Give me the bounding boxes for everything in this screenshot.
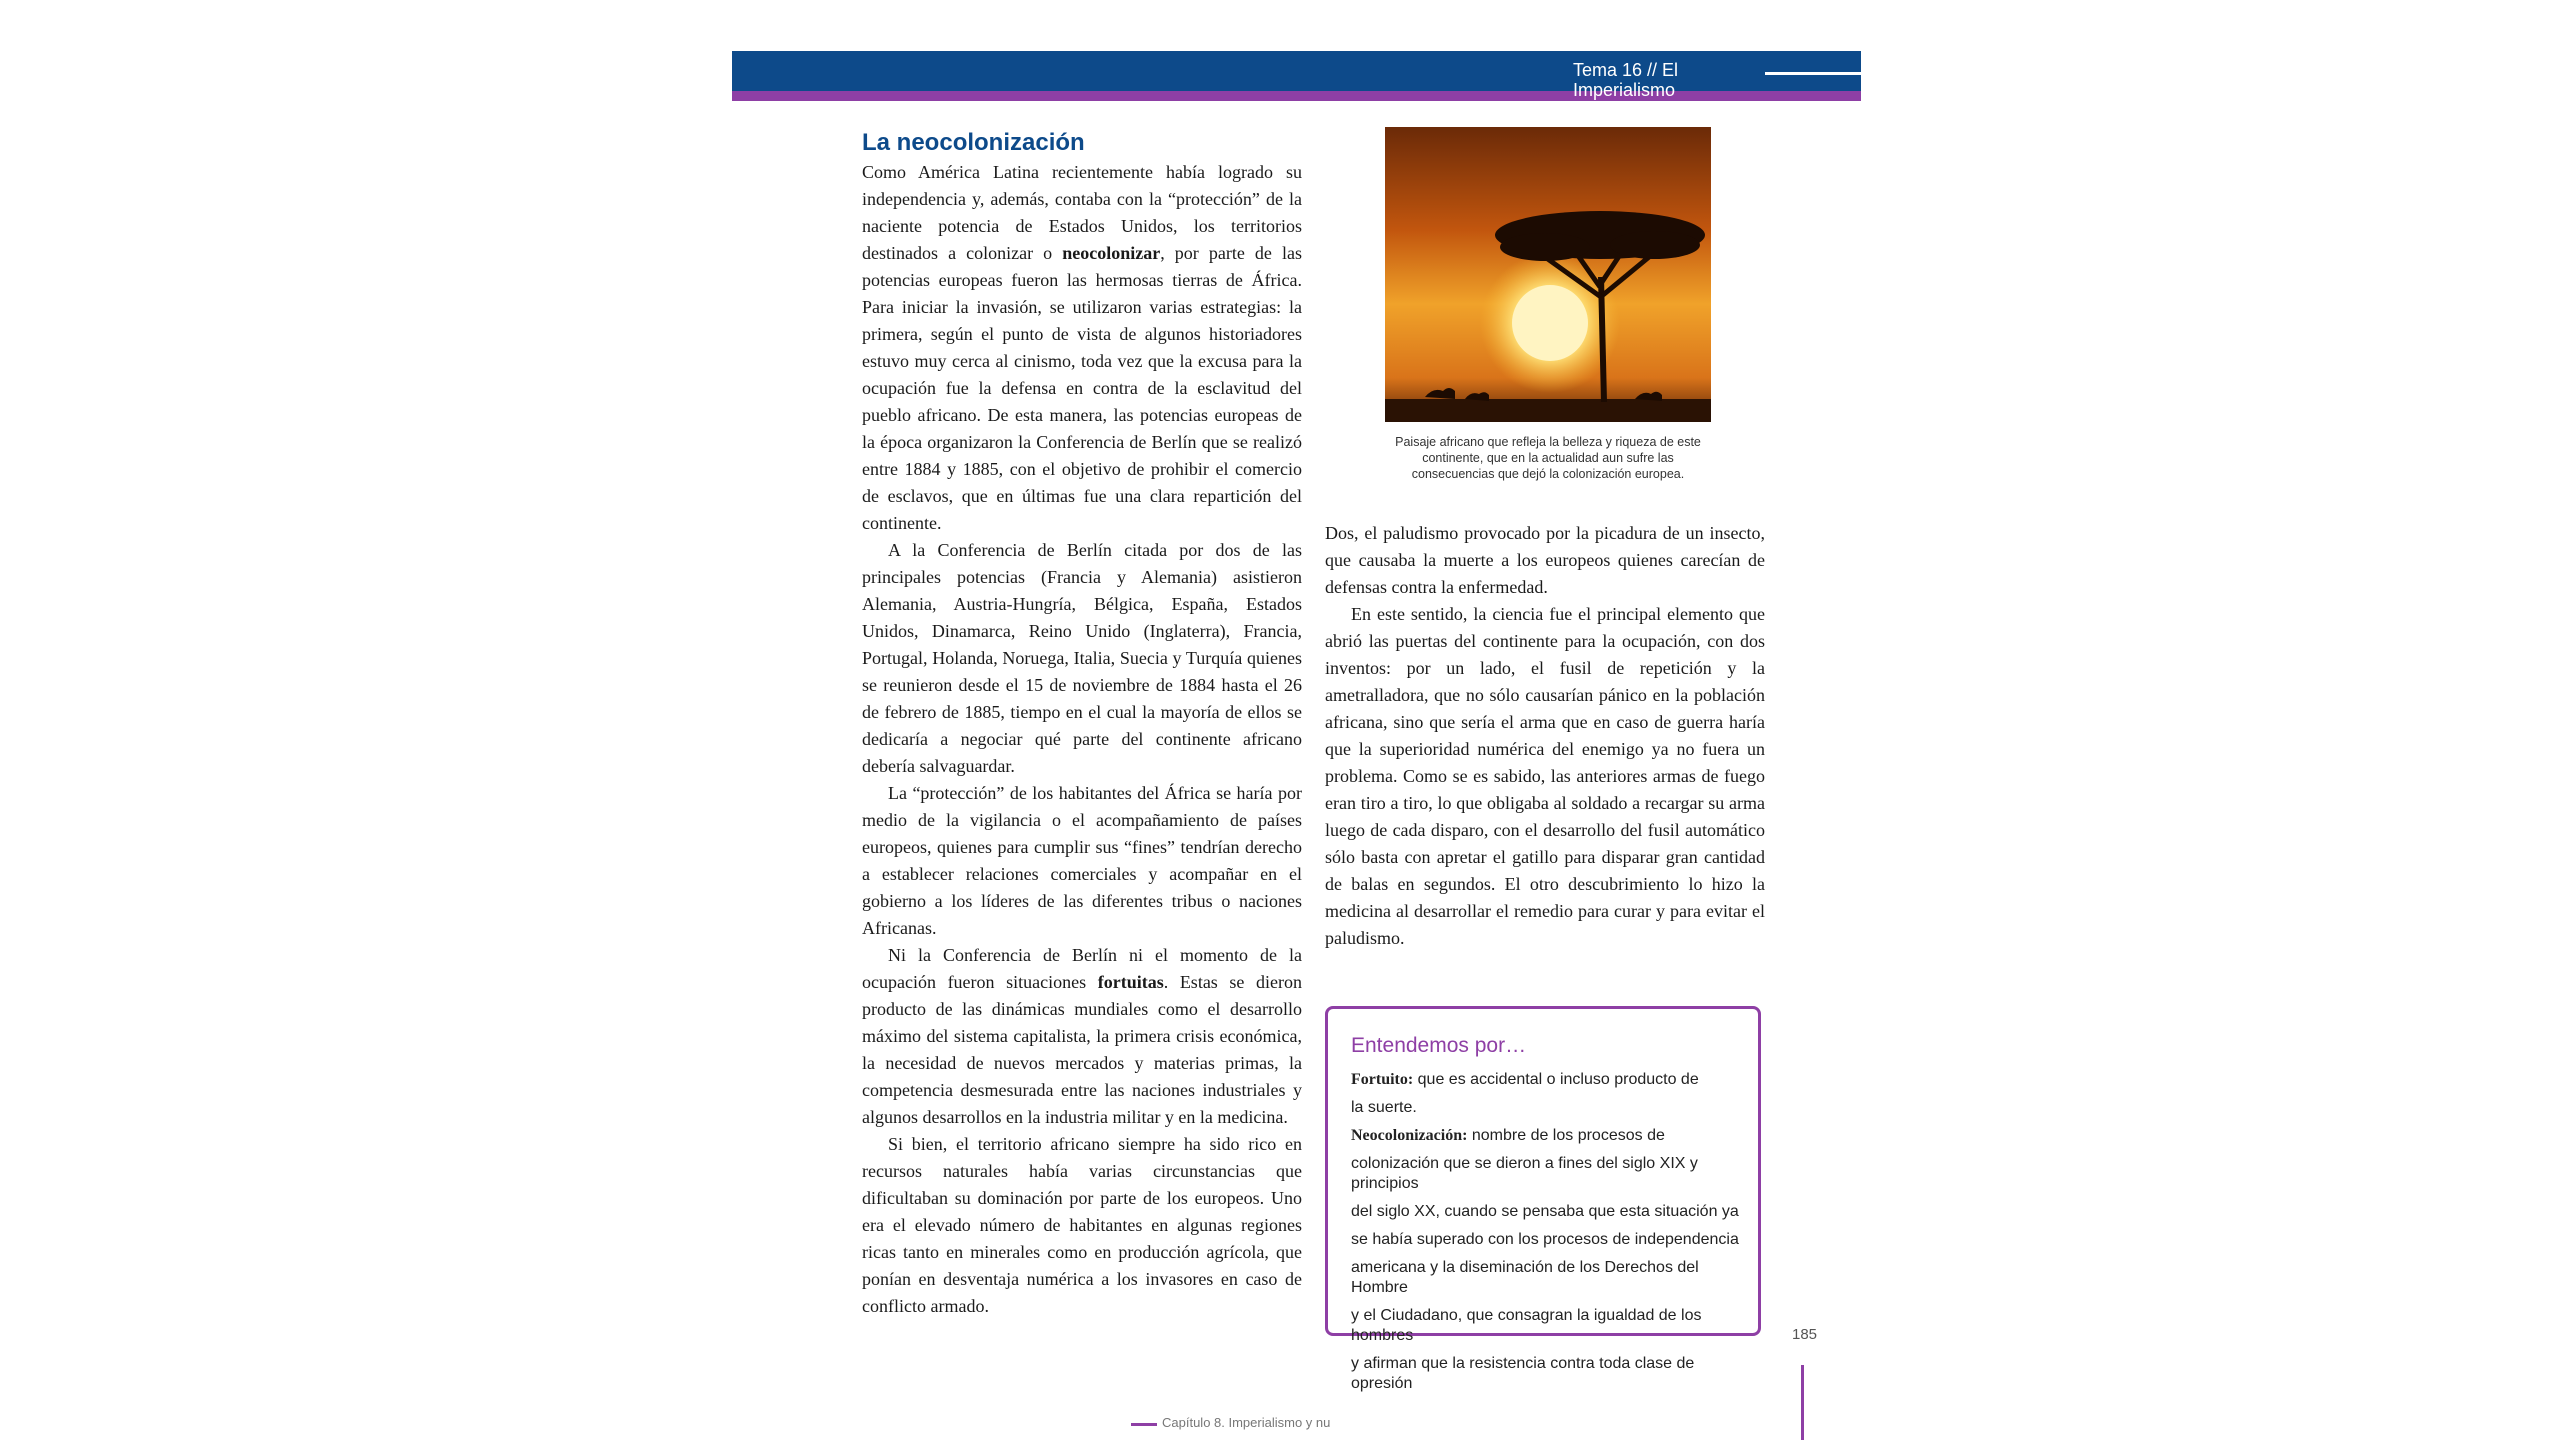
right-text-column: [1325, 520, 1765, 952]
bold-term: neocolonizar: [1062, 243, 1161, 263]
glossary-title: Entendemos por…: [1351, 1034, 1527, 1057]
glossary-definition: que es accidental o incluso producto de: [1413, 1071, 1699, 1088]
paragraph: Dos, el paludismo provocado por la picadura de un insecto, que causaba la muerte a los europeos quienes carecían de defensas contra la enfermedad.: [1325, 523, 1765, 597]
header-rule: [1765, 72, 1861, 75]
paragraph: Si bien, el territorio africano siempre ha sido rico en recursos naturales había varias circunstancias que dificultaban su dominación por parte de los europeos. Uno era el elevado número de habitantes en algunas regiones ricas tanto en minerales como en producción agrícola, que ponían en desventaja numérica a los invasores en caso de conflicto armado.: [862, 1134, 1302, 1316]
glossary-line: del siglo XX, cuando se pensaba que esta situación ya: [1351, 1203, 1739, 1220]
glossary-line: la suerte.: [1351, 1099, 1417, 1116]
text-run: , por parte de las potencias europeas fueron las hermosas tierras de África. Para iniciar la invasión, se utilizaron varias estrategias: la primera, según el punto de vista de algunos historiadores estuvo muy cerca al cinismo, toda vez que la excusa para la ocupación fue la defensa en contra de la esclavitud del pueblo africano. De esta manera, las potencias europeas de la época organizaron la Conferencia de Berlín que se realizó entre 1884 y 1885, con el objetivo de prohibir el comercio de esclavos, que en últimas fue una clara repartición del continente.: [862, 243, 1302, 533]
glossary-line: se había superado con los procesos de independencia: [1351, 1231, 1739, 1248]
page-number: 185: [1792, 1326, 1818, 1343]
text-run: Ni la Conferencia de Berlín ni el momento de la ocupación fueron situaciones: [862, 945, 1302, 992]
paragraph: En este sentido, la ciencia fue el principal elemento que abrió las puertas del continente para la ocupación, con dos inventos: por un lado, el fusil de repetición y la ametralladora, que no sólo causarían pánico en la población africana, sino que sería el arma que en caso de guerra haría que la superioridad numérica del enemigo ya no fuera un problema. Como se es sabido, las anteriores armas de fuego eran tiro a tiro, lo que obligaba al soldado a recargar su arma luego de cada disparo, con el desarrollo del fusil automático sólo basta con apretar el gatillo para disparar gran cantidad de balas en segundos. El otro descubrimiento lo hizo la medicina al desarrollar el remedio para curar y para evitar el paludismo.: [1325, 604, 1765, 948]
glossary-entry: [1351, 1070, 1741, 1090]
chapter-header-title: Tema 16 // El Imperialismo: [1573, 60, 1679, 100]
acacia-tree-sunset-image: [1385, 127, 1711, 422]
section-title: La neocolonización: [862, 129, 1085, 156]
glossary-line: y el Ciudadano, que consagran la igualdad de los hombres: [1351, 1307, 1702, 1344]
glossary-entry: [1351, 1126, 1741, 1146]
left-text-column: [862, 159, 1302, 1320]
footer-rule: [1131, 1423, 1157, 1426]
bold-term: fortuitas: [1097, 972, 1164, 992]
glossary-term: Neocolonización:: [1351, 1127, 1468, 1144]
glossary-line: colonización que se dieron a fines del siglo XIX y principios: [1351, 1155, 1698, 1192]
paragraph: [862, 942, 1302, 1131]
glossary-line: americana y la diseminación de los Derechos del Hombre: [1351, 1259, 1699, 1296]
text-run: Como América Latina recientemente había logrado su independencia y, además, contaba con la “protección” de la naciente potencia de Estados Unidos, los territorios destinados a colonizar o: [862, 162, 1302, 263]
glossary-definition: nombre de los procesos de: [1467, 1127, 1665, 1144]
glossary-term: Fortuito:: [1351, 1071, 1414, 1088]
paragraph: La “protección” de los habitantes del África se haría por medio de la vigilancia o el acompañamiento de países europeos, quienes para cumplir sus “fines” tendrían derecho a establecer relaciones comerciales y acompañar en el gobierno a los líderes de las diferentes tribus o naciones Africanas.: [862, 783, 1302, 938]
footer-vertical-rule: [1801, 1365, 1804, 1440]
african-sunset-photo: [1385, 127, 1711, 422]
paragraph: A la Conferencia de Berlín citada por dos de las principales potencias (Francia y Alemania) asistieron Alemania, Austria-Hungría, Bélgica, España, Estados Unidos, Dinamarca, Reino Unido (Inglaterra), Francia, Portugal, Holanda, Noruega, Italia, Suecia y Turquía quienes se reunieron desde el 15 de noviembre de 1884 hasta el 26 de febrero de 1885, tiempo en el cual la mayoría de ellos se dedicaría a negociar qué parte del continente africano debería salvaguardar.: [862, 540, 1302, 776]
paragraph: [862, 159, 1302, 537]
glossary-content: [1351, 1032, 1741, 1402]
photo-caption: Paisaje africano que refleja la belleza y riqueza de este continente, que en la actualidad aun sufre las consecuencias que dejó la colonización europea.: [1395, 435, 1701, 481]
chapter-footer: Capítulo 8. Imperialismo y nu: [1162, 1415, 1331, 1430]
text-run: . Estas se dieron producto de las dinámicas mundiales como el desarrollo máximo del sistema capitalista, la primera crisis económica, la necesidad de nuevos mercados y materias primas, la competencia desmesurada entre las naciones industriales y algunos desarrollos en la industria militar y en la medicina.: [862, 972, 1302, 1127]
glossary-line: y afirman que la resistencia contra toda clase de opresión: [1351, 1355, 1695, 1392]
